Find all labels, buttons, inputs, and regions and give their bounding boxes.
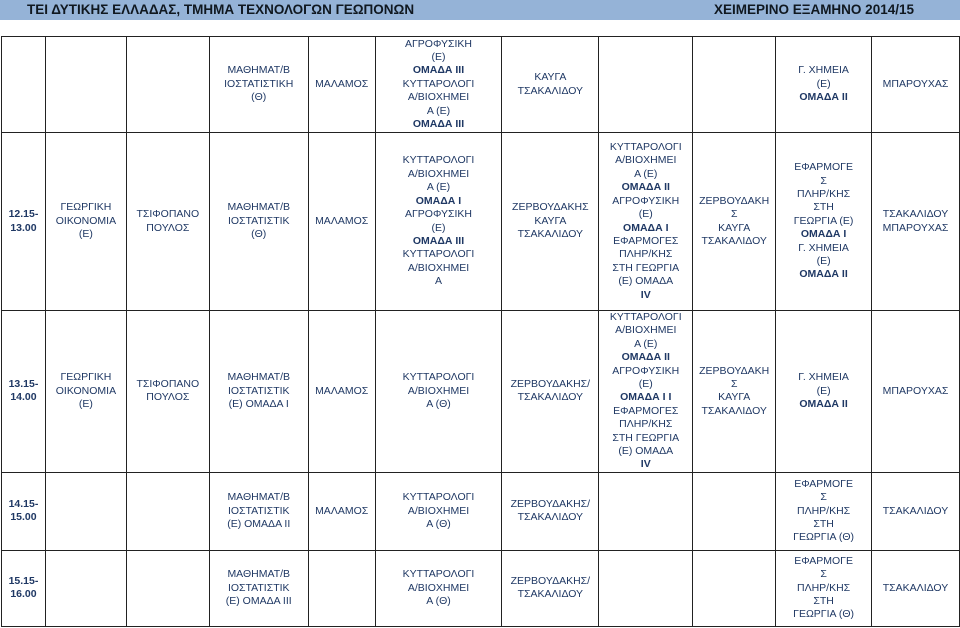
group-label: ΟΜΑΔΑ II bbox=[799, 398, 848, 411]
course-stack bbox=[378, 154, 500, 288]
course-cell bbox=[375, 133, 502, 311]
time-part: 12.15- bbox=[8, 208, 39, 221]
cell-line: (Ε) ΟΜΑΔΑ II bbox=[227, 518, 291, 531]
cell-line: (Ε) ΟΜΑΔΑ Ι bbox=[228, 398, 289, 411]
instructor-name: ΜΠΑΡΟΥΧΑΣ bbox=[882, 384, 949, 397]
cell-line: ΓΕΩΡΓΙΑ (Ε) bbox=[793, 214, 854, 227]
course-block bbox=[798, 371, 849, 411]
course-stack bbox=[378, 371, 500, 411]
course-cell bbox=[209, 311, 308, 473]
cell-line: Α/ΒΙΟΧΗΜΕΙ bbox=[615, 324, 677, 337]
instructor-stack bbox=[695, 195, 773, 249]
time-part: 14.00 bbox=[10, 391, 37, 404]
group-label: ΟΜΑΔΑ Ι Ι bbox=[620, 391, 672, 404]
course-cell bbox=[599, 550, 693, 626]
cell-line: ΜΑΘΗΜΑΤ/Β bbox=[227, 568, 291, 581]
course-cell bbox=[209, 133, 308, 311]
cell-line: ΚΥΤΤΑΡΟΛΟΓΙ bbox=[609, 141, 682, 154]
instructor-name: ΖΕΡΒΟΥΔΑΚΗ Σ bbox=[699, 364, 770, 391]
cell-line: ΚΥΤΤΑΡΟΛΟΓΙ bbox=[402, 154, 475, 167]
course-block bbox=[798, 242, 849, 282]
cell-line: Σ bbox=[820, 568, 827, 581]
table-row bbox=[2, 550, 960, 626]
course-block bbox=[403, 371, 475, 411]
cell-line: (Ε) ΟΜΑΔΑ bbox=[618, 275, 674, 288]
course-stack bbox=[378, 38, 500, 132]
time-part: 13.00 bbox=[10, 221, 37, 234]
instructor-stack bbox=[874, 505, 957, 518]
instructor-cell bbox=[872, 472, 960, 550]
instructor-stack bbox=[504, 498, 596, 525]
course-block bbox=[612, 195, 679, 235]
instructor-cell bbox=[872, 37, 960, 133]
group-label: ΟΜΑΔΑ II bbox=[799, 268, 848, 281]
instructor-name: ΖΕΡΒΟΥΔΑΚΗ Σ bbox=[699, 194, 770, 221]
cell-line: ΕΦΑΡΜΟΓΕΣ bbox=[613, 234, 679, 247]
cell-line: ΣΤΗ bbox=[813, 518, 834, 531]
cell-line: ΕΦΑΡΜΟΓΕ bbox=[794, 554, 853, 567]
time-cell bbox=[2, 472, 46, 550]
table-row bbox=[2, 37, 960, 133]
course-block bbox=[403, 568, 475, 608]
cell-line: Α/ΒΙΟΧΗΜΕΙ bbox=[615, 154, 677, 167]
time-cell bbox=[2, 311, 46, 473]
course-block bbox=[212, 491, 306, 531]
table-row bbox=[2, 311, 960, 473]
instructor-cell bbox=[502, 550, 599, 626]
table-row bbox=[2, 133, 960, 311]
course-block bbox=[793, 478, 854, 545]
semester-title: ΧΕΙΜΕΡΙΝΟ ΕΞΑΜΗΝΟ 2014/15 bbox=[713, 2, 914, 17]
group-label: ΟΜΑΔΑ III bbox=[412, 64, 465, 77]
course-stack bbox=[778, 161, 869, 282]
instructor-name: ΚΑΥΓΑ bbox=[718, 391, 751, 404]
cell-line: ΜΑΘΗΜΑΤ/Β bbox=[227, 371, 291, 384]
instructor-stack bbox=[504, 201, 596, 241]
instructor-cell bbox=[126, 550, 209, 626]
cell-line: ΙΟΣΤΑΤΙΣΤΙΚ bbox=[227, 504, 290, 517]
cell-line: Α/ΒΙΟΧΗΜΕΙ bbox=[407, 504, 470, 517]
cell-line: Α/ΒΙΟΧΗΜΕΙ bbox=[407, 384, 470, 397]
cell-line: Α bbox=[434, 275, 442, 288]
cell-line: Γ. ΧΗΜΕΙΑ bbox=[798, 64, 849, 77]
cell-line: (Ε) bbox=[816, 255, 831, 268]
instructor-cell bbox=[502, 37, 599, 133]
cell-line: (Θ) bbox=[251, 91, 267, 104]
cell-line: Γ. ΧΗΜΕΙΑ bbox=[798, 241, 849, 254]
group-label: IV bbox=[640, 288, 651, 301]
course-block bbox=[403, 78, 475, 132]
instructor-cell bbox=[693, 37, 776, 133]
course-cell bbox=[375, 550, 502, 626]
course-block bbox=[212, 371, 306, 411]
instructor-stack bbox=[504, 71, 596, 98]
course-cell bbox=[375, 472, 502, 550]
group-label: IV bbox=[640, 458, 651, 471]
course-cell bbox=[375, 37, 502, 133]
cell-line: ΠΛΗΡ/ΚΗΣ bbox=[619, 248, 673, 261]
instructor-name: ΜΠΑΡΟΥΧΑΣ bbox=[882, 77, 949, 90]
instructor-cell: ΜΑΛΑΜΟΣ bbox=[308, 37, 375, 133]
time-cell bbox=[2, 550, 46, 626]
instructor-cell bbox=[872, 311, 960, 473]
cell-line: Α (Θ) bbox=[426, 398, 451, 411]
cell-line: ΙΟΣΤΑΤΙΣΤΙΚΗ bbox=[224, 77, 294, 90]
cell-line: Α (Θ) bbox=[426, 518, 451, 531]
course-cell bbox=[45, 472, 126, 550]
course-cell bbox=[599, 133, 693, 311]
course-cell bbox=[776, 133, 872, 311]
instructor-name: ΤΣΑΚΑΛΙΔΟΥ bbox=[517, 84, 584, 97]
group-label: ΟΜΑΔΑ III bbox=[412, 118, 465, 131]
cell-line: ΚΥΤΤΑΡΟΛΟΓΙ bbox=[402, 77, 475, 90]
time-part: 13.15- bbox=[8, 378, 39, 391]
course-block bbox=[405, 208, 472, 248]
course-block bbox=[798, 64, 849, 104]
instructor-name: ΤΣΑΚΑΛΙΔΟΥ bbox=[517, 228, 584, 241]
cell-line: ΚΥΤΤΑΡΟΛΟΓΙ bbox=[609, 311, 682, 323]
course-block bbox=[610, 141, 682, 195]
instructor-name: ΤΣΑΚΑΛΙΔΟΥ bbox=[882, 504, 949, 517]
cell-line: (Ε) bbox=[431, 221, 446, 234]
instructor-name: ΖΕΡΒΟΥΔΑΚΗΣ/ ΤΣΑΚΑΛΙΔΟΥ bbox=[510, 497, 591, 524]
time-cell bbox=[2, 37, 46, 133]
instructor-cell bbox=[693, 133, 776, 311]
cell-line: Α (Θ) bbox=[426, 595, 451, 608]
cell-line: Α (Ε) bbox=[426, 181, 451, 194]
group-label: ΟΜΑΔΑ II bbox=[621, 351, 670, 364]
instructor-cell bbox=[693, 311, 776, 473]
course-cell bbox=[776, 311, 872, 473]
instructor-name: ΤΣΑΚΑΛΙΔΟΥ bbox=[882, 208, 949, 221]
instructor-stack bbox=[874, 208, 957, 235]
time-part: 15.00 bbox=[10, 511, 37, 524]
instructor-cell bbox=[872, 550, 960, 626]
instructor-cell: ΤΣΙΦΟΠΑΝΟ ΠΟΥΛΟΣ bbox=[126, 133, 209, 311]
group-label: ΟΜΑΔΑ Ι bbox=[800, 228, 847, 241]
instructor-cell: ΜΑΛΑΜΟΣ bbox=[308, 311, 375, 473]
institution-title: ΤΕΙ ΔΥΤΙΚΗΣ ΕΛΛΑΔΑΣ, ΤΜΗΜΑ ΤΕΧΝΟΛΟΓΩΝ ΓΕΩΠΟΝΩΝ bbox=[27, 2, 415, 17]
instructor-stack bbox=[874, 385, 957, 398]
cell-line: ΚΥΤΤΑΡΟΛΟΓΙ bbox=[402, 568, 475, 581]
course-block bbox=[612, 405, 679, 472]
instructor-stack bbox=[874, 582, 957, 595]
cell-line: ΠΛΗΡ/ΚΗΣ bbox=[797, 187, 851, 200]
cell-line: ΚΥΤΤΑΡΟΛΟΓΙ bbox=[402, 371, 475, 384]
page-header bbox=[0, 0, 960, 20]
cell-line: Α/ΒΙΟΧΗΜΕΙ bbox=[407, 581, 470, 594]
course-stack bbox=[778, 371, 869, 411]
instructor-name: ΚΑΥΓΑ bbox=[534, 71, 567, 84]
group-label: ΟΜΑΔΑ III bbox=[412, 234, 465, 247]
course-cell: ΓΕΩΡΓΙΚΗ ΟΙΚΟΝΟΜΙΑ (Ε) bbox=[45, 311, 126, 473]
cell-line: (Ε) bbox=[816, 77, 831, 90]
cell-line: ΕΦΑΡΜΟΓΕΣ bbox=[613, 404, 679, 417]
cell-line: ΣΤΗ ΓΕΩΡΓΙΑ bbox=[612, 431, 680, 444]
course-stack bbox=[378, 568, 500, 608]
cell-line: Σ bbox=[820, 491, 827, 504]
cell-line: Α/ΒΙΟΧΗΜΕΙ bbox=[407, 167, 470, 180]
group-label: ΟΜΑΔΑ II bbox=[621, 181, 670, 194]
cell-line: ΜΑΘΗΜΑΤ/Β bbox=[227, 201, 291, 214]
instructor-cell bbox=[126, 37, 209, 133]
cell-line: ΣΤΗ bbox=[813, 201, 834, 214]
course-block bbox=[212, 64, 306, 104]
instructor-cell bbox=[502, 133, 599, 311]
cell-line: ΙΟΣΤΑΤΙΣΤΙΚ bbox=[227, 581, 290, 594]
instructor-name: ΤΣΑΚΑΛΙΔΟΥ bbox=[701, 234, 767, 247]
cell-line: ΠΛΗΡ/ΚΗΣ bbox=[797, 581, 851, 594]
instructor-name: ΖΕΡΒΟΥΔΑΚΗΣ bbox=[512, 201, 589, 214]
course-block bbox=[610, 311, 682, 365]
cell-line: ΣΤΗ ΓΕΩΡΓΙΑ bbox=[612, 261, 680, 274]
course-cell bbox=[599, 37, 693, 133]
instructor-cell bbox=[308, 550, 375, 626]
group-label: ΟΜΑΔΑ II bbox=[799, 91, 848, 104]
course-cell bbox=[776, 550, 872, 626]
instructor-name: ΚΑΥΓΑ bbox=[534, 214, 567, 227]
cell-line: ΣΤΗ bbox=[813, 595, 834, 608]
course-cell bbox=[599, 472, 693, 550]
cell-line: ΙΟΣΤΑΤΙΣΤΙΚ bbox=[227, 384, 290, 397]
cell-line: (Ε) ΟΜΑΔΑ III bbox=[225, 595, 292, 608]
instructor-stack bbox=[874, 78, 957, 91]
group-label: ΟΜΑΔΑ Ι bbox=[623, 221, 669, 234]
time-cell bbox=[2, 133, 46, 311]
cell-line: ΠΛΗΡ/ΚΗΣ bbox=[619, 418, 673, 431]
instructor-cell bbox=[872, 133, 960, 311]
course-stack bbox=[778, 555, 869, 622]
cell-line: Α/ΒΙΟΧΗΜΕΙ bbox=[407, 261, 470, 274]
instructor-name: ΖΕΡΒΟΥΔΑΚΗΣ/ ΤΣΑΚΑΛΙΔΟΥ bbox=[510, 378, 591, 404]
instructor-cell: ΤΣΙΦΟΠΑΝΟ ΠΟΥΛΟΣ bbox=[126, 311, 209, 473]
group-label: ΟΜΑΔΑ Ι bbox=[415, 194, 462, 207]
instructor-cell bbox=[502, 311, 599, 473]
course-cell bbox=[209, 472, 308, 550]
instructor-cell: ΜΑΛΑΜΟΣ bbox=[308, 472, 375, 550]
course-cell bbox=[776, 37, 872, 133]
course-cell bbox=[599, 311, 693, 473]
cell-line: ΚΥΤΤΑΡΟΛΟΓΙ bbox=[402, 248, 475, 261]
instructor-name: ΤΣΑΚΑΛΙΔΟΥ bbox=[701, 404, 767, 417]
cell-line: ΕΦΑΡΜΟΓΕ bbox=[794, 161, 853, 174]
instructor-name: ΖΕΡΒΟΥΔΑΚΗΣ/ ΤΣΑΚΑΛΙΔΟΥ bbox=[510, 574, 591, 601]
time-part: 15.15- bbox=[8, 574, 39, 587]
cell-line: Α/ΒΙΟΧΗΜΕΙ bbox=[407, 91, 470, 104]
course-stack bbox=[601, 141, 690, 302]
cell-line: ΠΛΗΡ/ΚΗΣ bbox=[797, 504, 851, 517]
time-part: 16.00 bbox=[10, 588, 37, 601]
cell-line: ΙΟΣΤΑΤΙΣΤΙΚ bbox=[227, 214, 290, 227]
course-block bbox=[403, 248, 475, 288]
table-row bbox=[2, 472, 960, 550]
cell-line: (Ε) bbox=[638, 208, 653, 221]
instructor-name: ΚΑΥΓΑ bbox=[718, 221, 751, 234]
instructor-name: ΜΠΑΡΟΥΧΑΣ bbox=[882, 221, 949, 234]
course-stack bbox=[778, 64, 869, 104]
cell-line: ΑΓΡΟΦΥΣΙΚΗ bbox=[612, 364, 680, 377]
cell-line: (Ε) bbox=[431, 50, 446, 63]
course-stack bbox=[601, 311, 690, 472]
course-cell bbox=[45, 37, 126, 133]
time-part: 14.15- bbox=[8, 497, 39, 510]
instructor-name: ΤΣΑΚΑΛΙΔΟΥ bbox=[882, 581, 949, 594]
course-block bbox=[612, 235, 679, 302]
instructor-cell bbox=[502, 472, 599, 550]
cell-line: ΜΑΘΗΜΑΤ/Β bbox=[227, 64, 291, 77]
cell-line: ΓΕΩΡΓΙΑ (Θ) bbox=[793, 531, 855, 544]
course-block bbox=[403, 154, 475, 208]
cell-line: (Ε) bbox=[816, 384, 831, 397]
cell-line: ΑΓΡΟΦΥΣΙΚΗ bbox=[612, 194, 680, 207]
cell-line: ΑΓΡΟΦΥΣΙΚΗ bbox=[405, 208, 472, 221]
schedule-table bbox=[1, 36, 960, 627]
course-cell bbox=[45, 550, 126, 626]
course-block bbox=[793, 555, 854, 622]
instructor-stack bbox=[504, 575, 596, 602]
course-stack bbox=[778, 478, 869, 545]
course-cell: ΓΕΩΡΓΙΚΗ ΟΙΚΟΝΟΜΙΑ (Ε) bbox=[45, 133, 126, 311]
cell-line: Σ bbox=[820, 174, 827, 187]
cell-line: (Ε) ΟΜΑΔΑ bbox=[618, 445, 674, 458]
course-cell bbox=[776, 472, 872, 550]
course-block bbox=[794, 161, 854, 241]
instructor-stack bbox=[695, 365, 773, 419]
cell-line: (Ε) bbox=[638, 378, 653, 391]
course-block bbox=[612, 365, 679, 405]
course-block bbox=[403, 491, 475, 531]
cell-line: Α (Ε) bbox=[634, 337, 658, 350]
course-cell bbox=[375, 311, 502, 473]
course-stack bbox=[378, 491, 500, 531]
instructor-cell: ΜΑΛΑΜΟΣ bbox=[308, 133, 375, 311]
instructor-cell bbox=[693, 550, 776, 626]
cell-line: Α (Ε) bbox=[426, 104, 451, 117]
cell-line: (Θ) bbox=[251, 228, 267, 241]
course-cell bbox=[209, 550, 308, 626]
cell-line: Α (Ε) bbox=[634, 167, 658, 180]
course-block bbox=[405, 38, 472, 78]
instructor-cell bbox=[126, 472, 209, 550]
cell-line: ΑΓΡΟΦΥΣΙΚΗ bbox=[405, 37, 472, 50]
cell-line: ΕΦΑΡΜΟΓΕ bbox=[794, 477, 853, 490]
cell-line: Γ. ΧΗΜΕΙΑ bbox=[798, 371, 849, 384]
course-block bbox=[212, 201, 306, 241]
cell-line: ΜΑΘΗΜΑΤ/Β bbox=[227, 491, 291, 504]
course-block bbox=[212, 568, 306, 608]
instructor-cell bbox=[693, 472, 776, 550]
cell-line: ΓΕΩΡΓΙΑ (Θ) bbox=[793, 608, 855, 621]
cell-line: ΚΥΤΤΑΡΟΛΟΓΙ bbox=[402, 491, 475, 504]
instructor-stack bbox=[504, 378, 596, 405]
course-cell bbox=[209, 37, 308, 133]
